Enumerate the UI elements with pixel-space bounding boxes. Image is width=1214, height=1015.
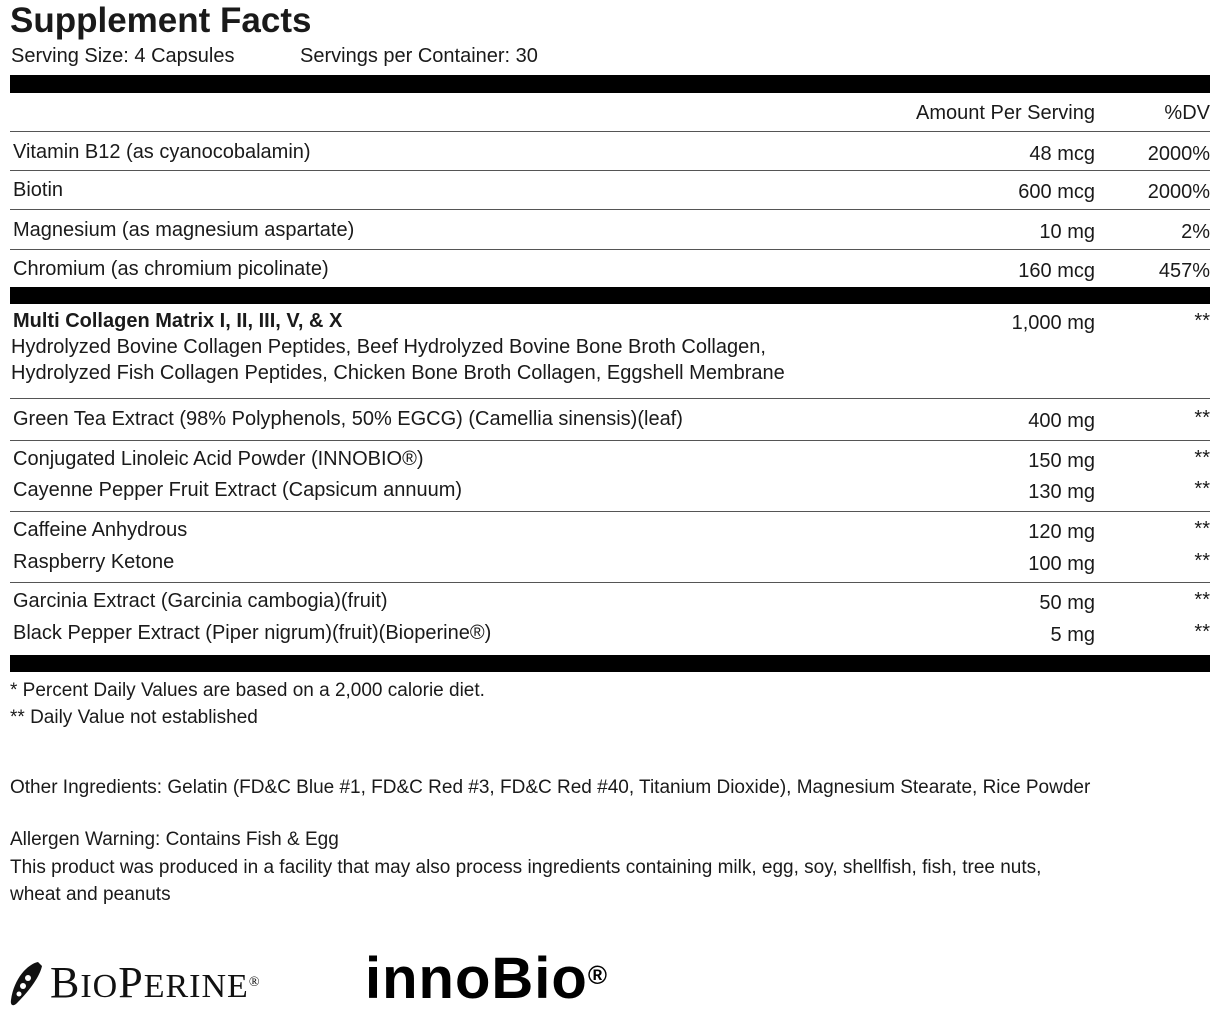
row-name: Garcinia Extract (Garcinia cambogia)(fruit) xyxy=(13,590,388,612)
thick-divider xyxy=(10,655,1210,672)
divider xyxy=(10,582,1210,583)
row-dv: ** xyxy=(1194,407,1210,429)
row-name: Cayenne Pepper Fruit Extract (Capsicum annuum) xyxy=(13,479,463,501)
innobio-logo: innoBio® xyxy=(365,946,609,1011)
other-ingredients: Other Ingredients: Gelatin (FD&C Blue #1, FD&C Red #3, FD&C Red #40, Titanium Dioxide), Magnesium Stearate, Rice Powder xyxy=(10,777,1091,798)
row-amount: 600 mcg xyxy=(1018,181,1095,203)
row-dv: 2% xyxy=(1181,221,1210,243)
bioperine-logo: BIOPERINE® xyxy=(8,958,338,1008)
allergen-warning: Allergen Warning: Contains Fish & Egg xyxy=(10,829,339,850)
row-name: Vitamin B12 (as cyanocobalamin) xyxy=(13,141,311,163)
facility-statement-cont: wheat and peanuts xyxy=(10,884,171,905)
row-amount: 5 mg xyxy=(1050,624,1095,646)
row-amount: 160 mcg xyxy=(1018,260,1095,282)
footnote-not-established: ** Daily Value not established xyxy=(10,707,258,728)
row-name: Raspberry Ketone xyxy=(13,551,175,573)
row-dv: ** xyxy=(1194,478,1210,500)
serving-size: Serving Size: 4 Capsules xyxy=(11,45,235,67)
row-dv: ** xyxy=(1194,518,1210,540)
footnote-dv: * Percent Daily Values are based on a 2,000 calorie diet. xyxy=(10,680,485,701)
row-dv: ** xyxy=(1194,589,1210,611)
thick-divider xyxy=(10,75,1210,93)
row-name: Chromium (as chromium picolinate) xyxy=(13,258,329,280)
pepper-leaf-icon xyxy=(8,960,44,1008)
divider xyxy=(10,131,1210,132)
row-name: Green Tea Extract (98% Polyphenols, 50% EGCG) (Camellia sinensis)(leaf) xyxy=(13,408,683,430)
row-name: Black Pepper Extract (Piper nigrum)(fruit)(Bioperine®) xyxy=(13,622,492,644)
row-amount: 130 mg xyxy=(1028,481,1095,503)
row-dv: 457% xyxy=(1158,260,1210,282)
row-amount: 10 mg xyxy=(1039,221,1095,243)
dv-header: %DV xyxy=(1164,102,1210,124)
row-name: Magnesium (as magnesium aspartate) xyxy=(13,219,355,241)
row-detail: Hydrolyzed Fish Collagen Peptides, Chicken Bone Broth Collagen, Eggshell Membrane xyxy=(11,362,785,384)
divider xyxy=(10,511,1210,512)
row-amount: 100 mg xyxy=(1028,553,1095,575)
row-dv: ** xyxy=(1194,310,1210,332)
row-name: Caffeine Anhydrous xyxy=(13,519,188,541)
row-dv: ** xyxy=(1194,621,1210,643)
divider xyxy=(10,440,1210,441)
facility-statement: This product was produced in a facility that may also process ingredients containing milk, egg, soy, shellfish, fish, tree nuts, xyxy=(10,857,1042,878)
row-dv: ** xyxy=(1194,447,1210,469)
row-dv: 2000% xyxy=(1147,181,1210,203)
servings-per-container: Servings per Container: 30 xyxy=(300,45,538,67)
row-dv: 2000% xyxy=(1147,143,1210,165)
divider xyxy=(10,209,1210,210)
row-name: Biotin xyxy=(13,179,64,201)
row-amount: 120 mg xyxy=(1028,521,1095,543)
divider xyxy=(10,398,1210,399)
divider xyxy=(10,170,1210,171)
row-detail: Hydrolyzed Bovine Collagen Peptides, Beef Hydrolyzed Bovine Bone Broth Collagen, xyxy=(11,336,766,358)
page-title: Supplement Facts xyxy=(10,1,312,40)
row-amount: 1,000 mg xyxy=(1011,312,1095,334)
row-dv: ** xyxy=(1194,550,1210,572)
divider xyxy=(10,249,1210,250)
row-name: Multi Collagen Matrix I, II, III, V, & X xyxy=(13,310,343,332)
amount-header: Amount Per Serving xyxy=(916,102,1095,124)
row-amount: 48 mcg xyxy=(1029,143,1095,165)
row-name: Conjugated Linoleic Acid Powder (INNOBIO®) xyxy=(13,448,424,470)
row-amount: 400 mg xyxy=(1028,410,1095,432)
row-amount: 150 mg xyxy=(1028,450,1095,472)
row-amount: 50 mg xyxy=(1039,592,1095,614)
thick-divider xyxy=(10,287,1210,304)
